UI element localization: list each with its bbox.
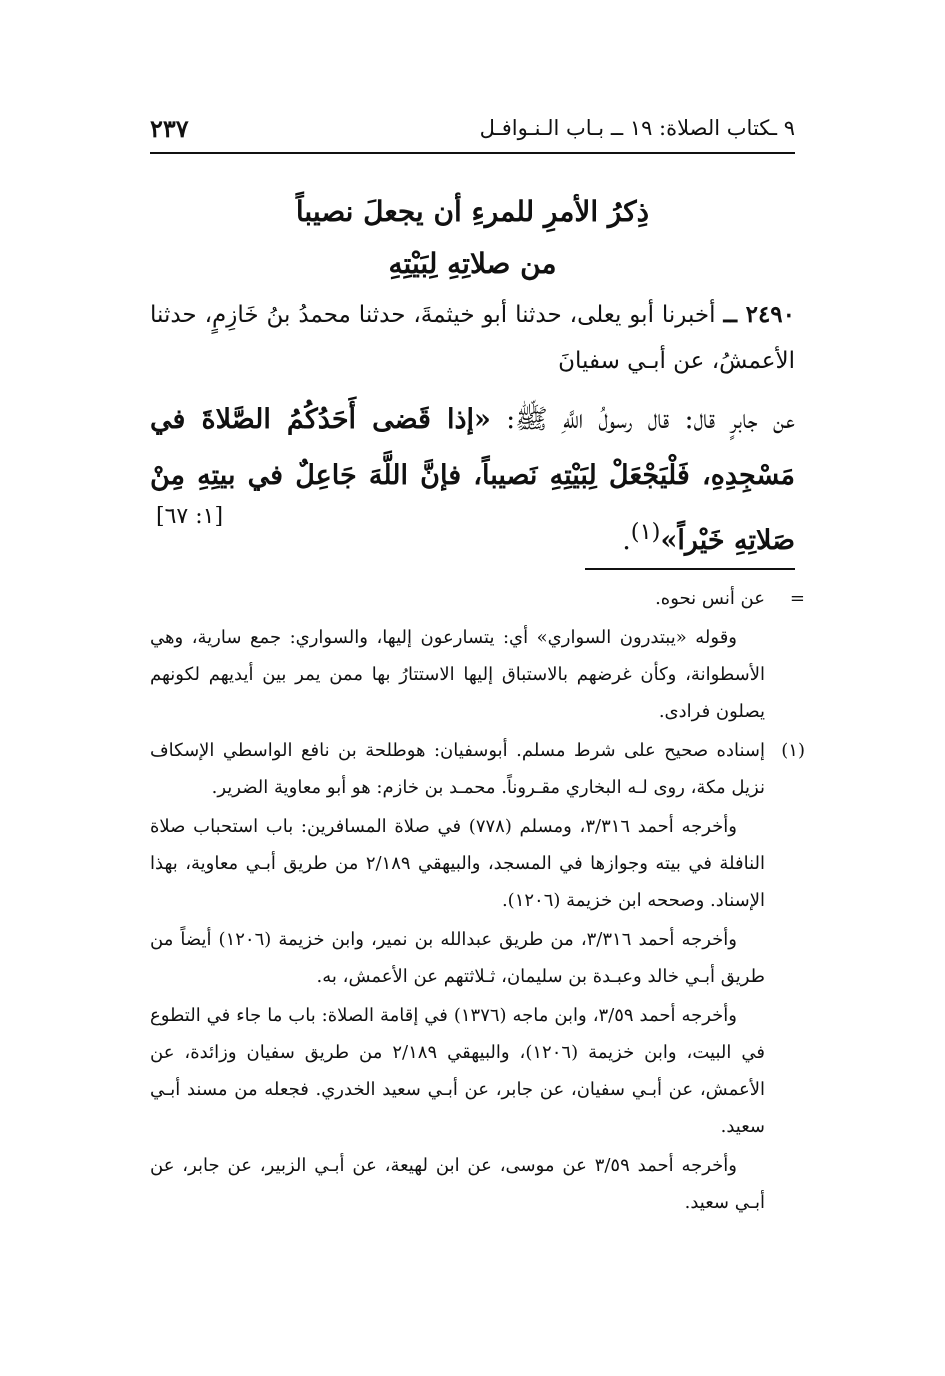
footnote-1 <box>150 732 805 806</box>
footnotes <box>150 580 805 1221</box>
footnote-paragraph <box>150 921 805 995</box>
hadith-chain-text: أخبرنا أبو يعلى، حدثنا أبو خيثمةَ، حدثنا محمدُ بنُ خَازِمٍ، حدثنا الأعمشُ، عن أبـي سفيانَ <box>150 302 795 374</box>
footnote-text: وأخرجه أحمد ٣/٣١٦، من طريق عبدالله بن نمير، وابن خزيمة (١٢٠٦) أيضاً من طريق أبـي خالد وعبـدة بن سليمان، ثـلاثتهم عن الأعمش، به. <box>150 929 765 987</box>
page-number: ٢٣٧ <box>150 114 189 143</box>
hadith-narrator: عن جابرٍ قال: قال رسولُ اللَّهِ ﷺ: <box>506 404 795 435</box>
chapter-title <box>150 186 795 290</box>
footnote-marker: (١) <box>630 519 661 545</box>
footnote-paragraph <box>150 997 805 1145</box>
header-title: ٩ ـكتاب الصلاة: ١٩ ــ بـاب الـنـوافـل <box>479 116 795 140</box>
footnote-paragraph <box>150 1147 805 1221</box>
footnote-text: وأخرجه أحمد ٣/٥٩ عن موسى، عن ابن لهيعة، عن أبـي الزبير، عن جابر، عن أبـي سعيد. <box>150 1155 765 1213</box>
footnote-continuation <box>150 580 805 617</box>
footnote-text: عن أنس نحوه. <box>655 588 765 609</box>
footnote-text: وأخرجه أحمد ٣/٥٩، وابن ماجه (١٣٧٦) في إقامة الصلاة: باب ما جاء في التطوع في البيت، وابن خزيمة (١٢٠٦)، والبيهقي ٢/١٨٩ من طريق سفيان وزائدة، عن الأعمش، عن أبـي سفيان، عن جابر، عن أبـي سعيد الخدري. فجعله من مسند أبـي سعيد. <box>150 1005 765 1137</box>
hadith-end: . <box>622 525 631 556</box>
hadith-number: ٢٤٩٠ ــ <box>723 301 796 328</box>
hadith-reference: [١: ٦٧] <box>156 504 224 529</box>
footnote-text: وقوله «يبتدرون السواري» أي: يتسارعون إليها، والسواري: جمع سارية، وهي الأسطوانة، وكأن غرضهم بالاستباق إليها الاستتارُ بها ممن يمر بين أيديهم لكونهم يصلون فرادى. <box>150 627 765 722</box>
footnote-paragraph <box>150 808 805 919</box>
footnote-text: وأخرجه أحمد ٣/٣١٦، ومسلم (٧٧٨) في صلاة المسافرين: باب استحباب صلاة النافلة في بيته وجوازها في المسجد، والبيهقي ٢/١٨٩ من طريق أبـي معاوية، بهذا الإسناد. وصححه ابن خزيمة (١٢٠٦). <box>150 816 766 911</box>
footnote-marker: (١) <box>781 740 805 761</box>
footnote-divider <box>585 568 795 570</box>
footnote-text: إسناده صحيح على شرط مسلم. أبوسفيان: هوطلحة بن نافع الواسطي الإسكاف نزيل مكة، روى لـه البخاري مقـروناً. محمـد بن خازم: هو أبو معاوية الضرير. <box>150 740 765 798</box>
running-header <box>150 112 795 154</box>
footnote-marker: = <box>789 588 805 609</box>
hadith-matn: «إذا قَضى أَحَدُكُمُ الصَّلاةَ في مَسْجِدِهِ، فَلْيَجْعَلْ لِبَيْتِهِ نَصيباً، فإنَّ اللَّهَ جَاعِلٌ في بيتِهِ مِنْ صَلاتِهِ خَيْراً» <box>150 404 795 556</box>
hadith-text <box>150 392 795 569</box>
footnote-paragraph <box>150 619 805 730</box>
chapter-title-line-2: من صلاتِهِ لِبَيْتِهِ <box>388 247 557 280</box>
chapter-title-line-1: ذِكرُ الأمرِ للمرءِ أن يجعلَ نصيباً <box>295 195 650 228</box>
hadith-chain <box>150 292 795 384</box>
